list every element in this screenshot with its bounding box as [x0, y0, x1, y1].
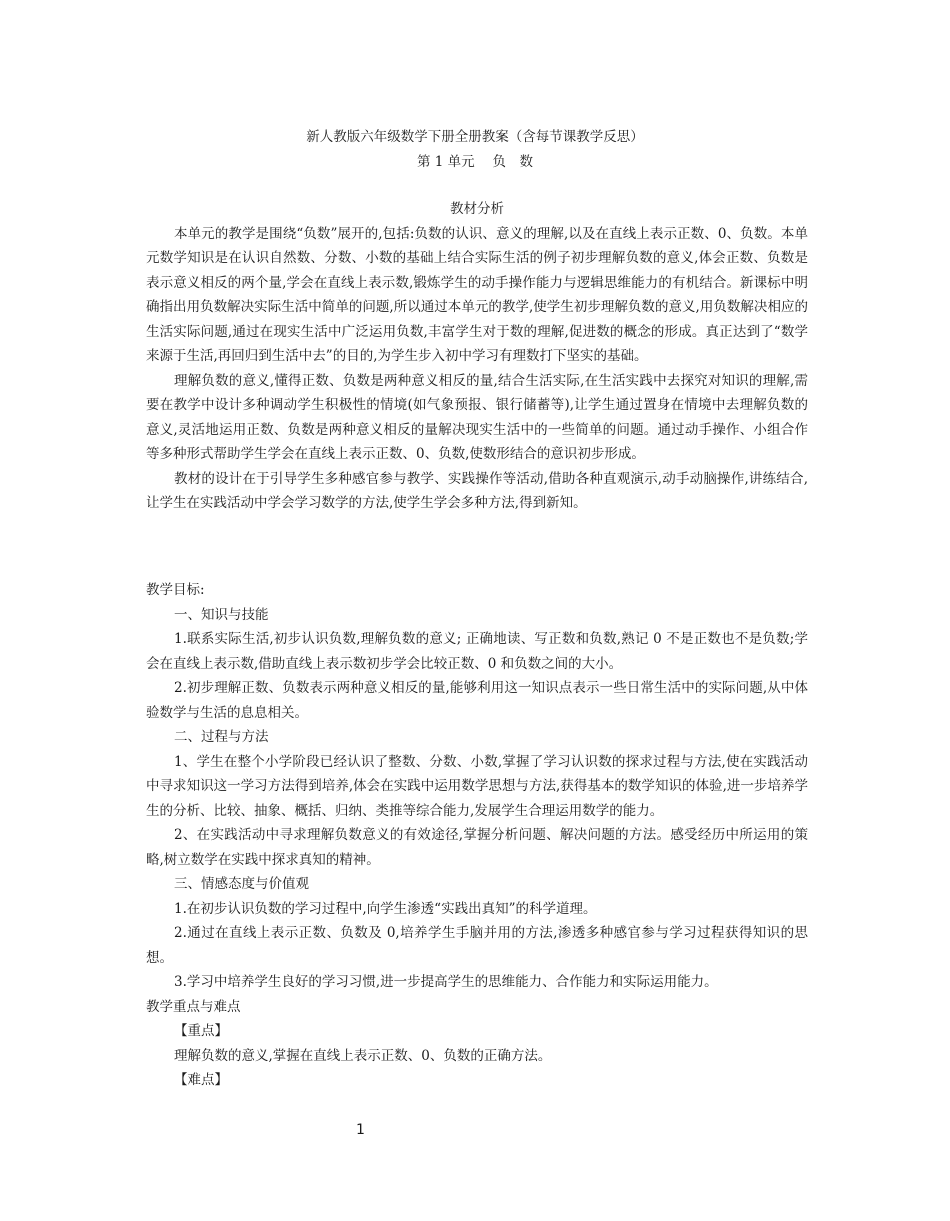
section-title: 二、过程与方法	[174, 729, 269, 745]
objectives-section	[146, 578, 808, 1093]
analysis-heading: 教材分析	[450, 201, 504, 217]
page-number: 1	[356, 1122, 365, 1138]
objective-item: 1.在初步认识负数的学习过程中,向学生渗透“实践出真知”的科学道理。	[174, 900, 597, 917]
analysis-paragraph: 教材的设计在于引导学生多种感官参与教学、实践操作等活动,借助各种直观演示,动手动脑操作,讲练结合,让学生在实践活动中学会学习数学的方法,使学生学会多种方法,得到新知。	[146, 470, 808, 511]
objective-item: 1.联系实际生活,初步认识负数,理解负数的意义; 正确地读、写正数和负数,熟记 0 不是正数也不是负数;学会在直线上表示数,借助直线上表示数初步学会比较正数、0 和负数之间的大小。	[146, 631, 808, 672]
key-points-heading: 教学重点与难点	[146, 998, 241, 1015]
section-title: 三、情感态度与价值观	[174, 876, 309, 892]
difficulty-label: 【难点】	[174, 1072, 228, 1088]
objective-item: 2.通过在直线上表示正数、负数及 0,培养学生手脑并用的方法,渗透多种感官参与学习过程获得知识的思想。	[146, 925, 808, 966]
analysis-paragraph: 本单元的教学是围绕“负数”展开的,包括:负数的认识、意义的理解,以及在直线上表示正数、0、负数。本单元数学知识是在认识自然数、分数、小数的基础上结合实际生活的例子初步理解负数的意义,体会正数、负数是表示意义相反的两个量,学会在直线上表示数,锻炼学生的动手操作能力与逻辑思维能力的有机结合。新课标中明确指出用负数解决实际生活中简单的问题,所以通过本单元的教学,使学生初步理解负数的意义,用负数解决相应的生活实际问题,通过在现实生活中广泛运用负数,丰富学生对于数的理解,促进数的概念的形成。真正达到了“数学来源于生活,再回归到生活中去”的目的,为学生步入初中学习有理数打下坚实的基础。	[146, 225, 808, 364]
analysis-paragraph: 理解负数的意义,懂得正数、负数是两种意义相反的量,结合生活实际,在生活实践中去探究对知识的理解,需要在教学中设计多种调动学生积极性的情境(如气象预报、银行储蓄等),让学生通过置身在情境中去理解负数的意义,灵活地运用正数、负数是两种意义相反的量解决现实生活中的一些简单的问题。通过动手操作、小组合作等多种形式帮助学生学会在直线上表示正数、0、负数,使数形结合的意识初步形成。	[146, 372, 808, 462]
objective-item: 2、在实践活动中寻求理解负数意义的有效途径,掌握分析问题、解决问题的方法。感受经历中所运用的策略,树立数学在实践中探求真知的精神。	[146, 827, 808, 868]
document-title: 新人教版六年级数学下册全册教案（含每节课教学反思）	[306, 129, 644, 145]
objective-item: 3.学习中培养学生良好的学习习惯,进一步提高学生的思维能力、合作能力和实际运用能力。	[174, 974, 718, 990]
objective-item: 2.初步理解正数、负数表示两种意义相反的量,能够利用这一知识点表示一些日常生活中的实际问题,从中体验数学与生活的息息相关。	[146, 680, 808, 721]
focus-label: 【重点】	[174, 1023, 228, 1039]
focus-text: 理解负数的意义,掌握在直线上表示正数、0、负数的正确方法。	[174, 1047, 552, 1064]
unit-title: 第 1 单元 负 数	[417, 154, 533, 170]
objective-item: 1、学生在整个小学阶段已经认识了整数、分数、小数,掌握了学习认识数的探求过程与方法,使在实践活动中寻求知识这一学习方法得到培养,体会在实践中运用数学思想与方法,获得基本的数学知识的体验,进一步培养学生的分析、比较、抽象、概括、归纳、类推等综合能力,发展学生合理运用数学的能力。	[146, 753, 808, 819]
analysis-section	[146, 197, 808, 516]
objectives-heading: 教学目标:	[146, 582, 205, 598]
section-title: 一、知识与技能	[174, 606, 269, 623]
